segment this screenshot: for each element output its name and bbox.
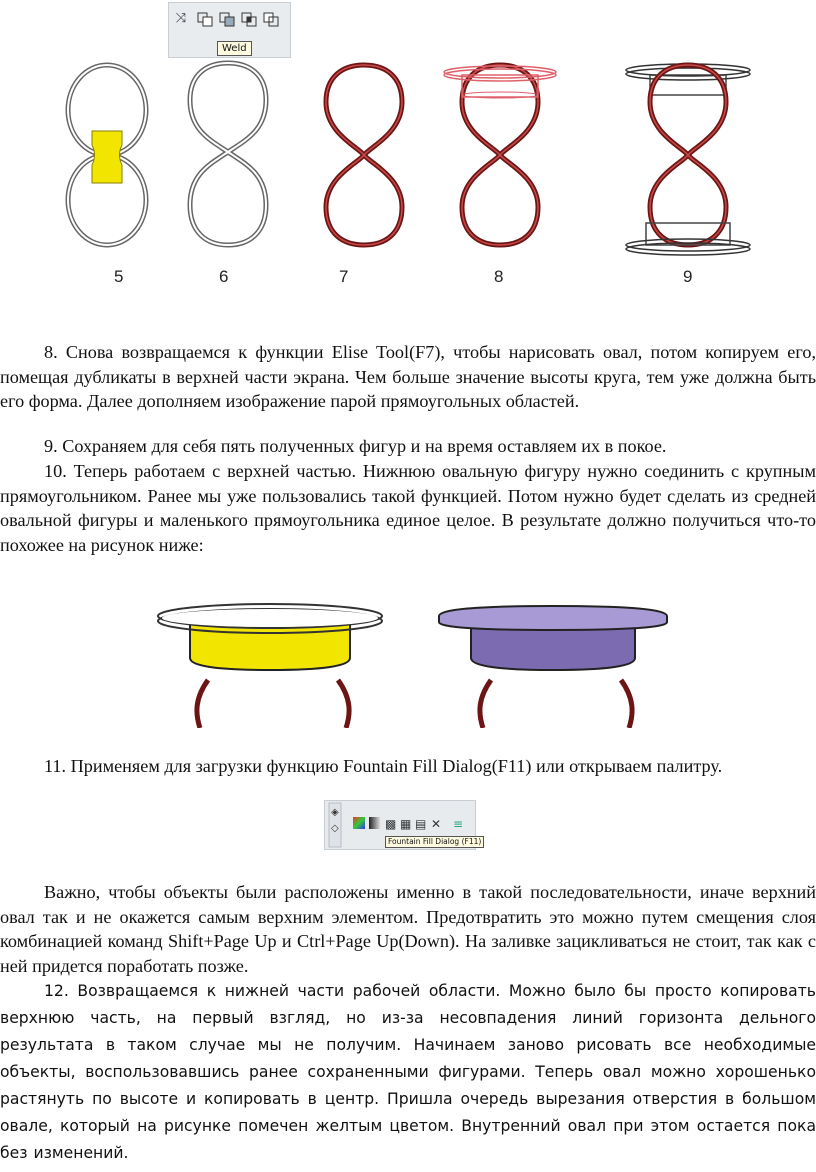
fountain-fill-toolbar xyxy=(324,800,482,850)
simplify-icon-shape xyxy=(261,9,281,29)
svg-text:▦: ▦ xyxy=(400,817,412,831)
fountain-fill-tooltip: Fountain Fill Dialog (F11) xyxy=(385,836,484,848)
paragraph-important: Важно, чтобы объекты были расположены именно в такой последовательности, иначе верхний овал так и не окажется самым верхним элементом. Предотвратить это можно путем смещения слоя комбинацией команд Shift+Page Up и Ctrl+Page Up(Down). На заливке зацикливаться не стоит, так как с ней придется поработать позже. xyxy=(0,882,816,976)
arrow-cross-icon[interactable]: ⤨ xyxy=(175,11,187,26)
svg-text:≡: ≡ xyxy=(453,817,464,831)
figure-9 xyxy=(626,64,750,255)
paragraph-12: 12. Возвращаемся к нижней части рабочей области. Можно было бы просто копировать верхнюю часть, на первый взгляд, но из-за несовпадения линий горизонта дельного результата в таком случае мы не получим. Начинаем заново рисовать все необходимые объекты, воспользовавшись ранее сохраненными фигурами. Теперь овал можно хорошенько растянуть по высоте и копировать в центр. Пришла очередь вырезания отверстия в большом овале, который на рисунке помечен желтым цветом. Внутренний овал при этом остается пока без изменений. xyxy=(0,982,816,1162)
figure-8 xyxy=(444,65,556,245)
yellow-cap xyxy=(158,604,382,728)
weld-tooltip: Weld xyxy=(217,41,252,56)
svg-text:◇: ◇ xyxy=(331,823,339,834)
fountain-fill-icon xyxy=(369,817,381,829)
figure-label-9: 9 xyxy=(683,267,693,286)
purple-cap xyxy=(439,606,667,728)
weld-toolbar xyxy=(168,2,291,58)
svg-text:✕: ✕ xyxy=(431,817,442,831)
figure-label-7: 7 xyxy=(339,267,349,286)
figure-label-5: 5 xyxy=(114,267,124,286)
trim-icon-shape xyxy=(217,9,237,29)
intersect-icon[interactable] xyxy=(239,9,259,29)
figures-row xyxy=(0,55,816,265)
weld-icon-shape xyxy=(195,9,215,29)
figure-7 xyxy=(326,65,402,245)
paragraph-10: 10. Теперь работаем с верхней частью. Нижнюю овальную фигуру нужно соединить с крупным прямоугольником. Ранее мы уже пользовались такой функцией. Потом нужно будет сделать из средней овальной фигуры и маленького прямоугольника единое целое. В результате должно получиться что-то похожее на рисунок ниже: xyxy=(0,461,816,555)
figure-label-8: 8 xyxy=(494,267,504,286)
caps-illustration xyxy=(150,598,680,728)
svg-text:▤: ▤ xyxy=(415,817,427,831)
paragraph-8: 8. Снова возвращаемся к функции Elise Tool(F7), чтобы нарисовать овал, потом копируем его, помещая дубликаты в верхней части экрана. Чем больше значение высоты круга, тем уже должна быть его форма. Далее дополняем изображение парой прямоугольных областей. xyxy=(0,342,816,411)
figure-6 xyxy=(190,63,266,245)
figure-5 xyxy=(68,65,146,245)
svg-text:◈: ◈ xyxy=(331,807,339,818)
figure-label-6: 6 xyxy=(219,267,229,286)
svg-text:▩: ▩ xyxy=(385,817,397,831)
paragraph-11: 11. Применяем для загрузки функцию Fountain Fill Dialog(F11) или открываем палитру. xyxy=(44,756,723,776)
trim-icon[interactable] xyxy=(217,9,237,29)
intersect-icon-shape xyxy=(239,9,259,29)
paragraph-9: 9. Сохраняем для себя пять полученных фигур и на время оставляем их в покое. xyxy=(44,436,667,456)
simplify-icon[interactable] xyxy=(261,9,281,29)
weld-icon[interactable] xyxy=(195,9,215,29)
